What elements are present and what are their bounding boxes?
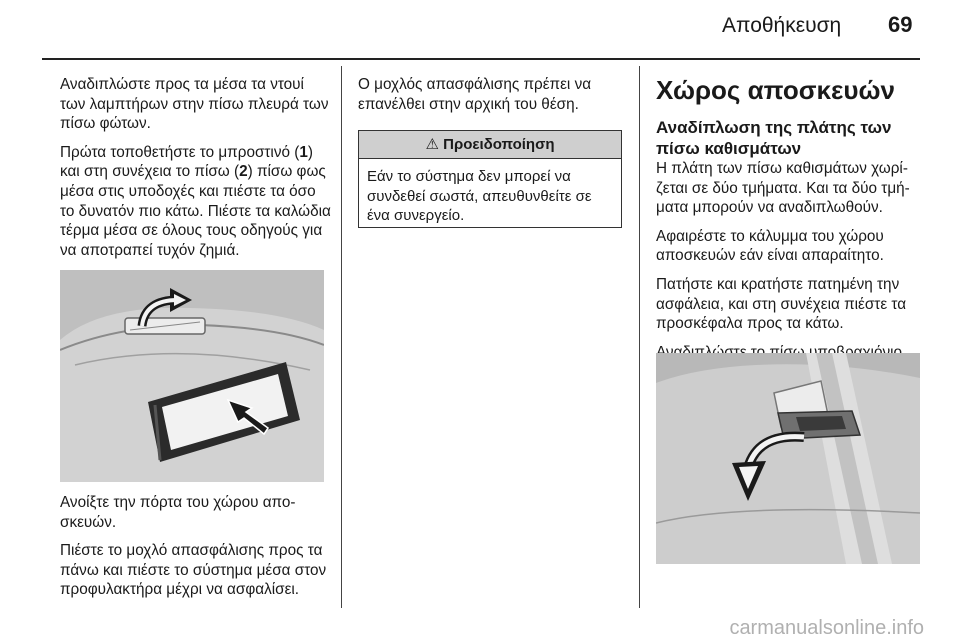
paragraph: Αφαιρέστε το κάλυμμα του χώρου αποσκευών εάν είναι απαραίτητο. xyxy=(656,227,884,265)
callout-number: 1 xyxy=(299,143,308,161)
warning-title: Προειδοποίηση xyxy=(443,136,555,153)
header-divider xyxy=(42,58,920,60)
section-title: Χώρος αποσκευών xyxy=(656,75,895,105)
paragraph: Ανοίξτε την πόρτα του χώρου αποσκευών. xyxy=(60,494,296,531)
watermark: carmanualsonline.info xyxy=(729,617,924,639)
warning-triangle-icon: ⚠ xyxy=(425,136,439,153)
warning-box xyxy=(358,130,622,228)
text-run: Πρώτα τοποθετήστε το μπροστινό ( xyxy=(60,143,300,161)
column-3 xyxy=(656,75,924,371)
figure-rear-seat-fold xyxy=(656,353,920,564)
paragraph: Η πλάτη των πίσω καθισμάτων χωρίζεται σε δύο τμήματα. Και τα δύο τμήματα μπορούν να αναδιπλωθούν. xyxy=(656,160,910,217)
paragraph: Αναδιπλώστε προς τα μέσα τα ντουί των λαμπτήρων στην πίσω πλευρά των πίσω φώτων. xyxy=(60,76,329,133)
paragraph: Πατήστε και κρατήστε πατημένη την ασφάλεια, και στη συνέχεια πιέστε τα προσκέφαλα προς τα κάτω. xyxy=(656,275,907,333)
page-number: 69 xyxy=(888,12,913,37)
page-header-title: Αποθήκευση xyxy=(722,14,842,37)
warning-text: Εάν το σύστημα δεν μπορεί να συνδεθεί σωστά, απευθυνθείτε σε ένα συνεργείο. xyxy=(367,168,592,224)
column-divider-1 xyxy=(341,66,342,608)
subsection-title: Αναδίπλωση της πλάτης των πίσω καθισμάτων xyxy=(656,118,892,158)
text-run: ) και στη συνέχεια το πίσω ( xyxy=(60,143,313,181)
paragraph xyxy=(60,143,332,261)
warning-header xyxy=(359,131,621,159)
column-divider-2 xyxy=(639,66,640,608)
column-1 xyxy=(60,75,332,269)
paragraph: Πιέστε το μοχλό απασφάλισης προς τα πάνω και πιέστε το σύστημα μέσα στον προφυλακτήρα μέχρι να ασφαλίσει. xyxy=(60,542,327,599)
figure-rear-light-bracket xyxy=(60,270,324,482)
paragraph: Ο μοχλός απασφάλισης πρέπει να επανέλθει στην αρχική του θέση. xyxy=(358,76,592,113)
column-1-lower xyxy=(60,493,332,609)
column-2 xyxy=(358,75,626,123)
callout-number: 2 xyxy=(239,163,248,181)
text-run: ) πίσω φως μέσα στις υποδοχές και πιέστε τα όσο το δυνατόν πιο κάτω. Πιέστε τα καλώδια τέρμα μέσα σε όλους τους οδηγούς για να αποτραπεί τυχόν ζημιά. xyxy=(60,163,331,259)
